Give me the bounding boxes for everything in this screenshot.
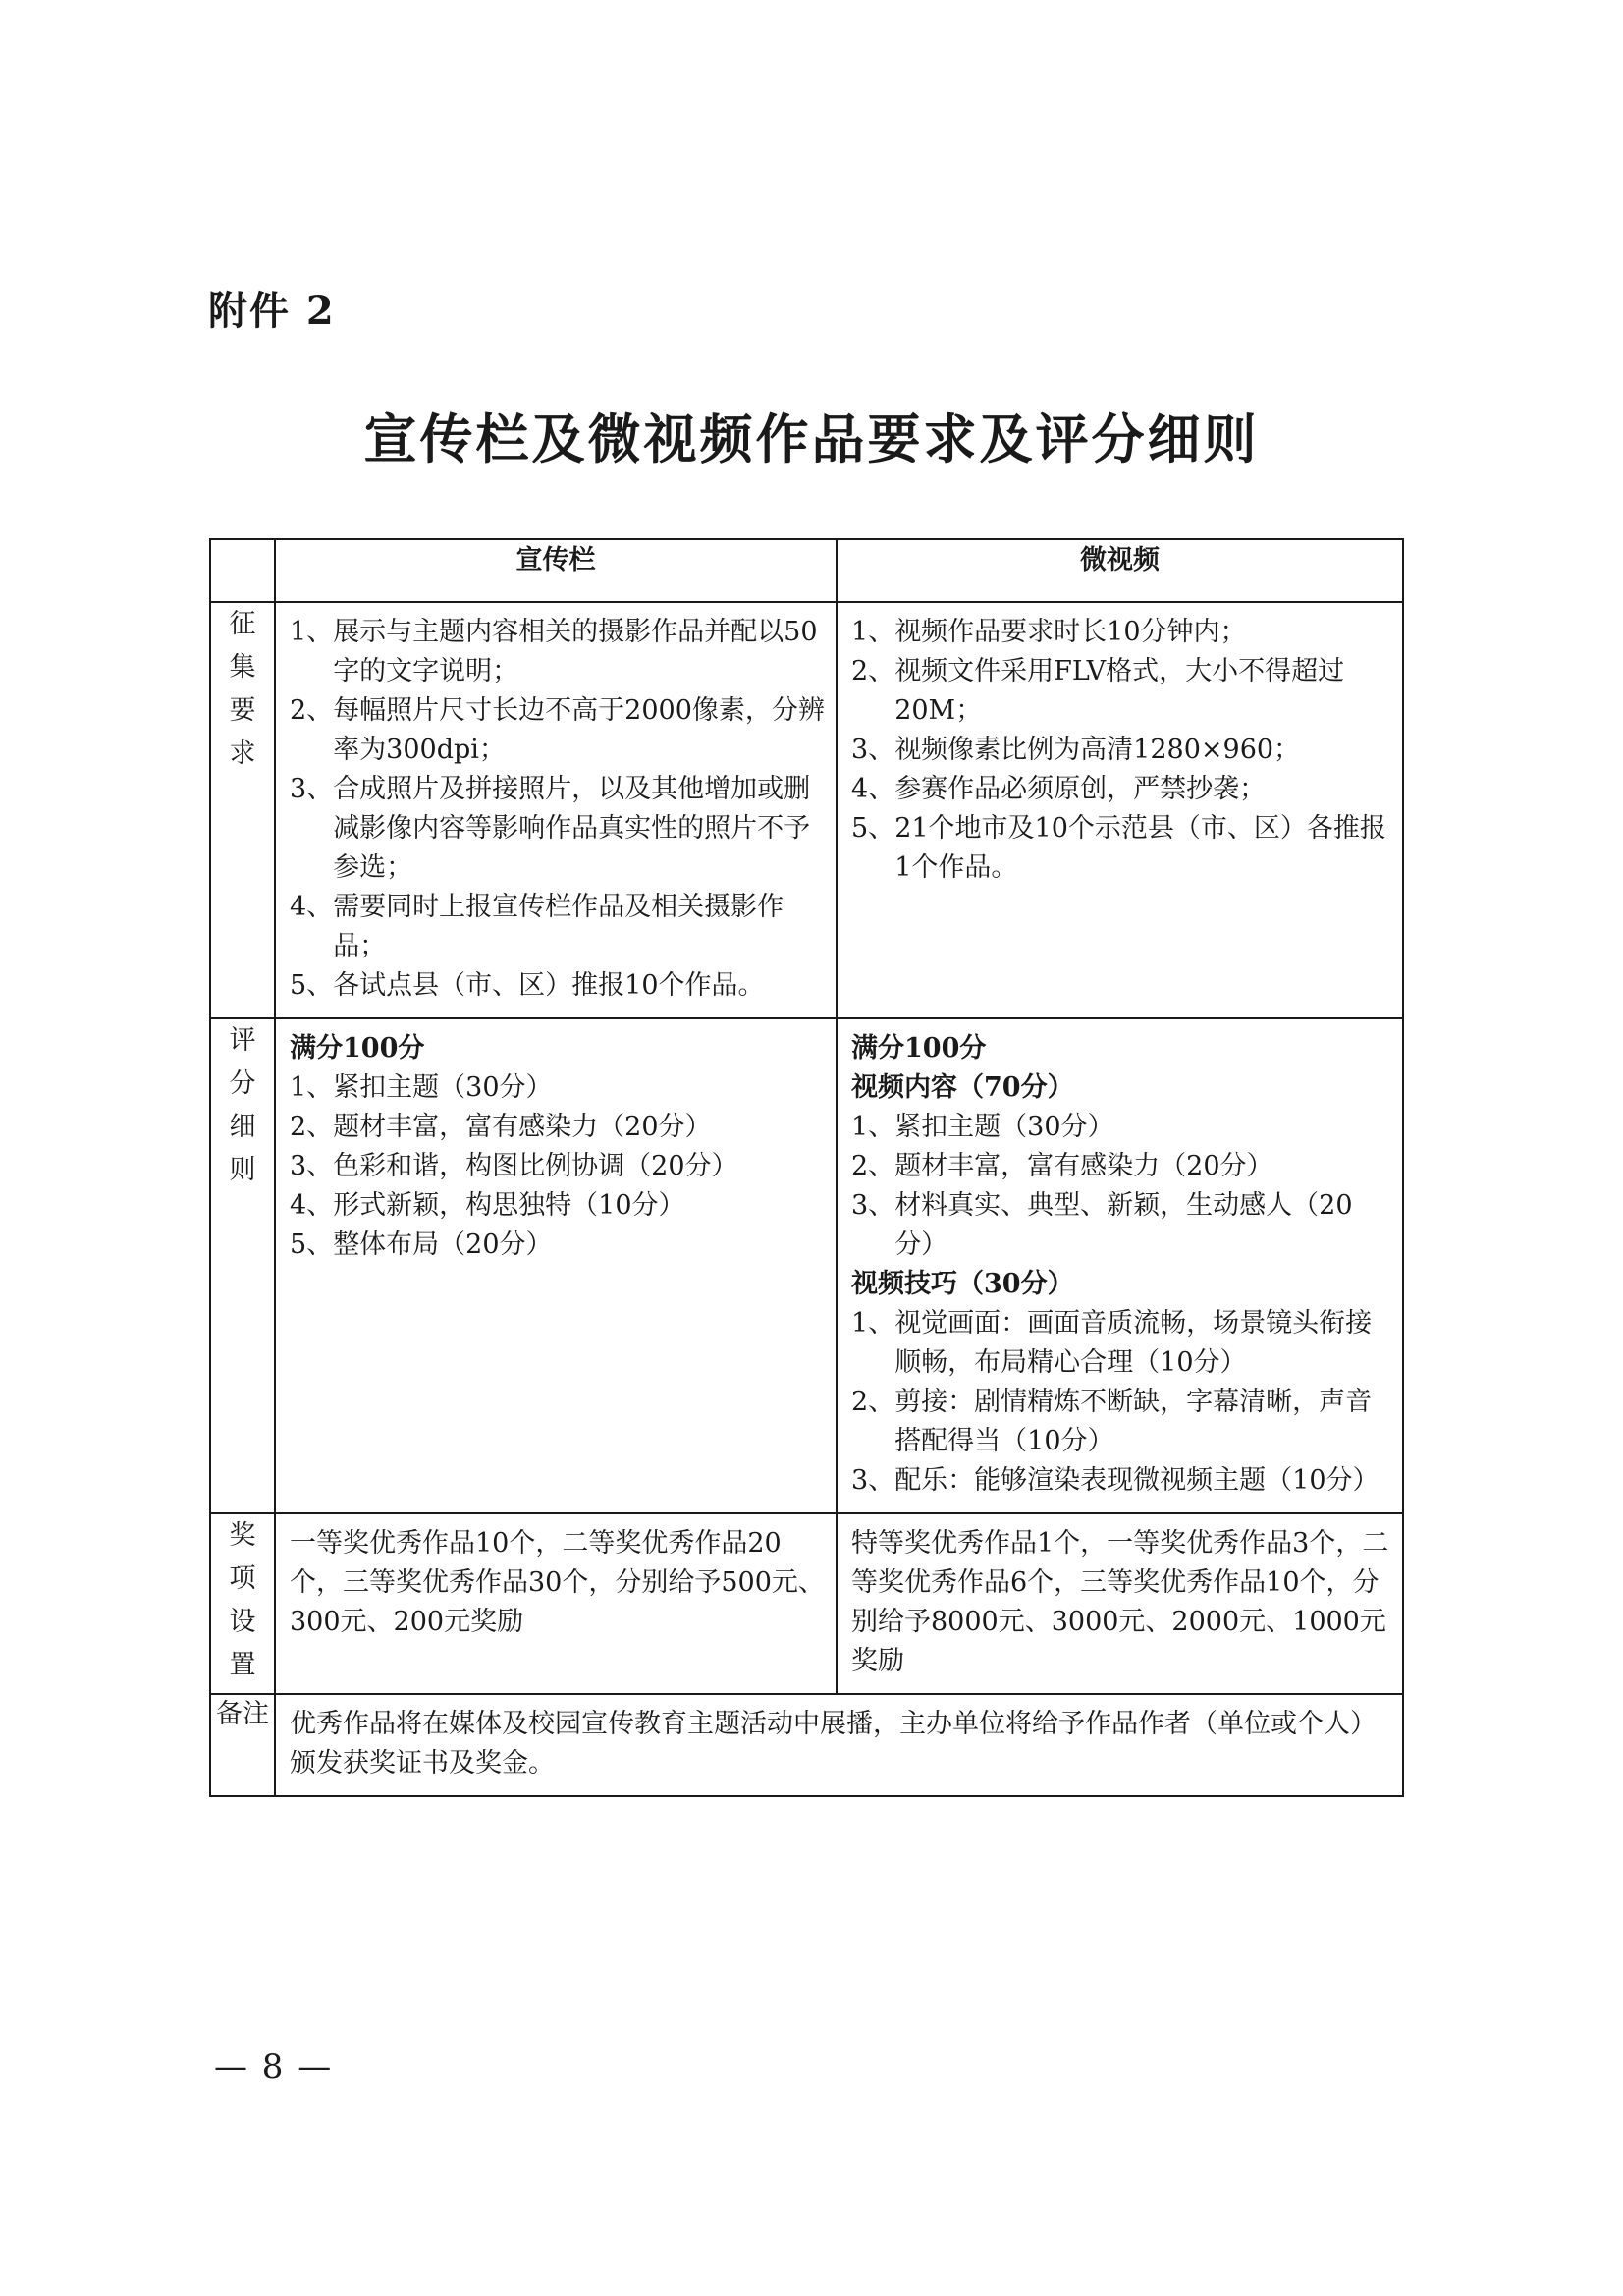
item-text: 整体布局（20分）: [333, 1230, 553, 1260]
awards-billboard-text: 一等奖优秀作品10个，二等奖优秀作品20个，三等奖优秀作品30个，分别给予500元、300元、200元奖励: [290, 1528, 825, 1637]
list-item: [851, 809, 1392, 888]
requirements-billboard-cell: [275, 602, 837, 1018]
item-text: 紧扣主题（30分）: [333, 1072, 553, 1103]
item-number: 4、: [290, 892, 334, 922]
list-item: [290, 1226, 826, 1265]
item-text: 题材丰富，富有感染力（20分）: [894, 1151, 1273, 1181]
requirements-video-cell: [837, 602, 1403, 1018]
item-number: 1、: [851, 617, 895, 647]
item-text: 形式新颖，构思独特（10分）: [333, 1190, 685, 1221]
list-item: [851, 731, 1392, 770]
list-item: [851, 613, 1392, 652]
item-number: 2、: [290, 695, 334, 726]
item-text: 参赛作品必须原创，严禁抄袭；: [894, 774, 1267, 804]
item-text: 需要同时上报宣传栏作品及相关摄影作品；: [333, 892, 784, 961]
header-corner-cell: [210, 539, 275, 602]
table-header-row: [210, 539, 1403, 602]
list-item: [290, 966, 826, 1006]
list-item: [290, 1147, 826, 1186]
page-number: — 8 —: [214, 2048, 334, 2087]
row-requirements: [210, 602, 1403, 1018]
awards-billboard-cell: [275, 1513, 837, 1694]
row-awards: [210, 1513, 1403, 1694]
video-skill-heading: 视频技巧（30分）: [851, 1269, 1074, 1299]
item-text: 剪接：剧情精炼不断缺，字幕清晰，声音搭配得当（10分）: [894, 1387, 1373, 1456]
scoring-video-cell: [837, 1018, 1403, 1513]
item-text: 每幅照片尺寸长边不高于2000像素，分辨率为300dpi；: [333, 695, 825, 765]
attachment-label: 附件 2: [208, 288, 336, 334]
awards-video-cell: [837, 1513, 1403, 1694]
item-text: 视频文件采用FLV格式，大小不得超过20M；: [894, 656, 1345, 726]
item-number: 5、: [290, 1230, 334, 1260]
awards-video-text: 特等奖优秀作品1个，一等奖优秀作品3个，二等奖优秀作品6个，三等奖优秀作品10个，分别给予8000元、3000元、2000元、1000元奖励: [851, 1528, 1389, 1676]
list-item: [290, 1108, 826, 1147]
item-number: 1、: [851, 1112, 895, 1142]
scoring-billboard-cell: [275, 1018, 837, 1513]
item-number: 2、: [851, 1151, 895, 1181]
list-item: [851, 652, 1392, 731]
list-item: [290, 770, 826, 888]
item-number: 5、: [851, 813, 895, 844]
item-text: 合成照片及拼接照片，以及其他增加或删减影像内容等影响作品真实性的照片不予参选；: [333, 774, 811, 883]
item-text: 视觉画面：画面音质流畅，场景镜头衔接顺畅，布局精心合理（10分）: [894, 1308, 1373, 1378]
item-number: 1、: [290, 617, 334, 647]
item-text: 材料真实、典型、新颖，生动感人（20分）: [894, 1190, 1353, 1260]
list-item: [851, 1304, 1392, 1383]
item-number: 2、: [290, 1112, 334, 1142]
item-text: 视频像素比例为高清1280×960；: [894, 735, 1301, 765]
list-item: [851, 1186, 1392, 1265]
item-number: 3、: [851, 735, 895, 765]
item-number: 4、: [851, 774, 895, 804]
item-number: 5、: [290, 970, 334, 1001]
row-label-remarks: [210, 1694, 275, 1796]
item-number: 1、: [851, 1308, 895, 1339]
item-number: 4、: [290, 1190, 334, 1221]
row-label-requirements: [210, 602, 275, 1018]
list-item: [290, 691, 826, 770]
header-micro-video: 微视频: [837, 539, 1403, 602]
item-text: 色彩和谐，构图比例协调（20分）: [333, 1151, 738, 1181]
awards-label: 奖项设置: [229, 1520, 256, 1680]
row-scoring: [210, 1018, 1403, 1513]
item-text: 21个地市及10个示范县（市、区）各推报1个作品。: [894, 813, 1386, 883]
list-item: [851, 1461, 1392, 1501]
list-item: [851, 1147, 1392, 1186]
item-text: 视频作品要求时长10分钟内；: [894, 617, 1247, 647]
row-label-awards: [210, 1513, 275, 1694]
list-item: [851, 770, 1392, 809]
requirements-label: 征集要求: [229, 609, 256, 769]
remarks-label: 备注: [216, 1699, 269, 1729]
item-number: 2、: [851, 656, 895, 686]
item-text: 各试点县（市、区）推报10个作品。: [333, 970, 765, 1001]
document-title: 宣传栏及微视频作品要求及评分细则: [363, 408, 1260, 470]
full-score-heading: 满分100分: [290, 1033, 425, 1064]
video-content-heading: 视频内容（70分）: [851, 1072, 1074, 1103]
list-item: [290, 1186, 826, 1226]
criteria-table: [209, 538, 1404, 1797]
item-number: 3、: [290, 774, 334, 804]
list-item: [851, 1383, 1392, 1461]
remarks-text: 优秀作品将在媒体及校园宣传教育主题活动中展播，主办单位将给予作品作者（单位或个人）颁发获奖证书及奖金。: [290, 1709, 1377, 1778]
item-text: 题材丰富，富有感染力（20分）: [333, 1112, 712, 1142]
header-billboard: 宣传栏: [275, 539, 837, 602]
full-score-heading: 满分100分: [851, 1033, 987, 1064]
item-text: 展示与主题内容相关的摄影作品并配以50字的文字说明；: [333, 617, 818, 686]
remarks-cell: [275, 1694, 1403, 1796]
item-text: 配乐：能够渲染表现微视频主题（10分）: [894, 1465, 1380, 1496]
list-item: [290, 1068, 826, 1108]
item-number: 2、: [851, 1387, 895, 1417]
item-text: 紧扣主题（30分）: [894, 1112, 1114, 1142]
list-item: [290, 888, 826, 966]
item-number: 3、: [851, 1465, 895, 1496]
item-number: 3、: [851, 1190, 895, 1221]
list-item: [290, 613, 826, 691]
scoring-label: 评分细则: [229, 1025, 256, 1185]
row-label-scoring: [210, 1018, 275, 1513]
row-remarks: [210, 1694, 1403, 1796]
list-item: [851, 1108, 1392, 1147]
item-number: 1、: [290, 1072, 334, 1103]
item-number: 3、: [290, 1151, 334, 1181]
